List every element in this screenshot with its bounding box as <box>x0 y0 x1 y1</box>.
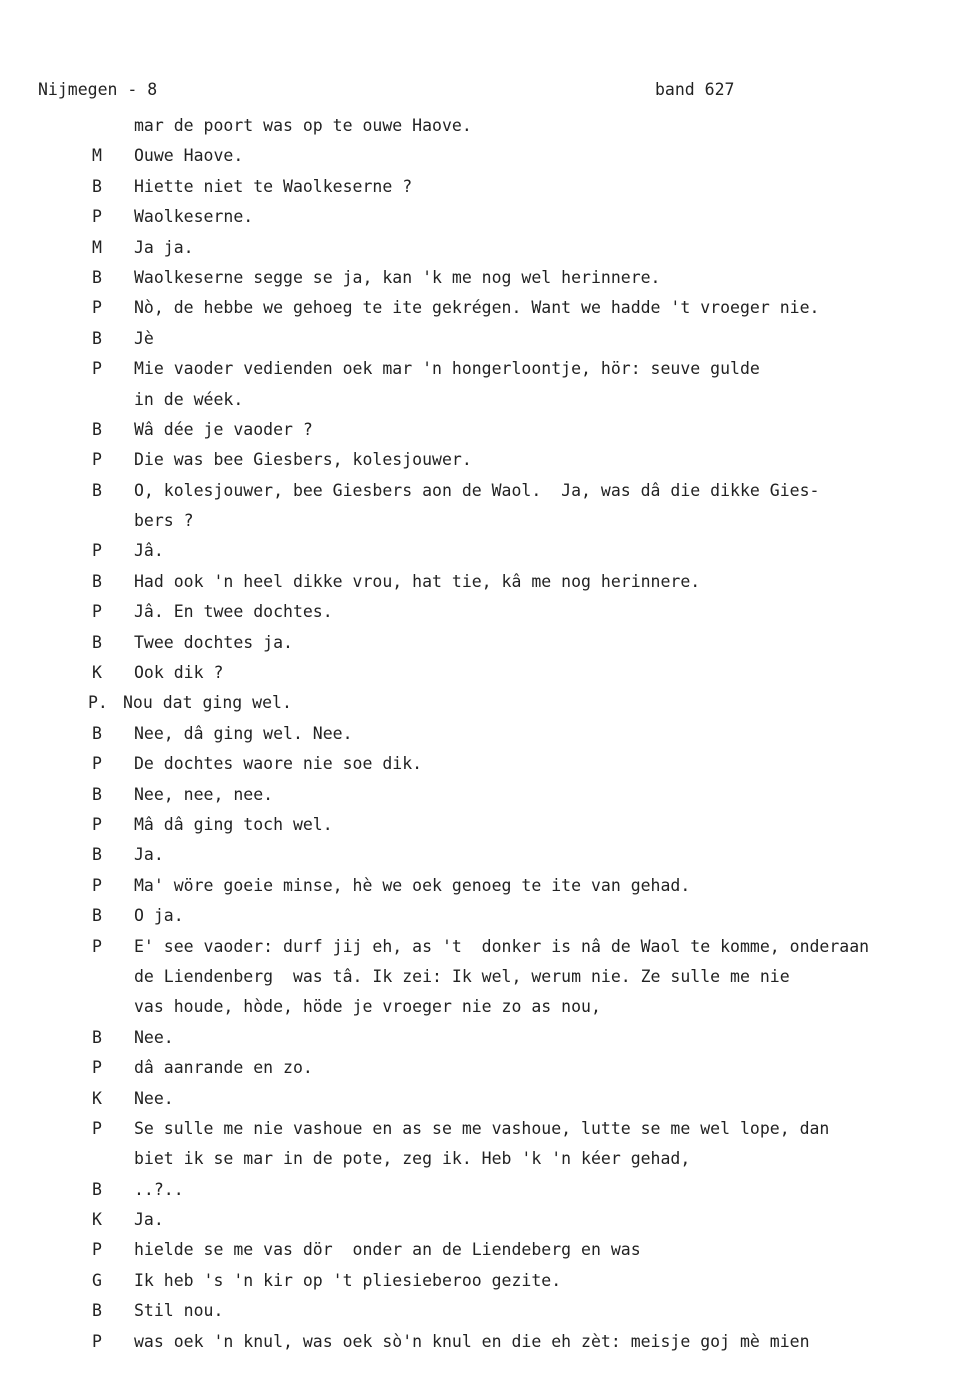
utterance-text: Ja. <box>134 845 164 865</box>
speaker-label: P <box>92 1240 102 1260</box>
speaker-label: B <box>92 1027 102 1047</box>
utterance-text: Nee, dâ ging wel. Nee. <box>134 723 353 743</box>
transcript-line <box>0 780 973 810</box>
transcript-line <box>0 1327 973 1357</box>
speaker-label: B <box>92 1179 102 1199</box>
transcript-line <box>0 1023 973 1053</box>
page-header-tape: band 627 <box>655 80 735 99</box>
transcript-lines <box>0 111 973 1357</box>
transcript-line <box>0 810 973 840</box>
utterance-text: was oek 'n knul, was oek sò'n knul en die eh zèt: meisje goj mè mien <box>134 1331 810 1351</box>
speaker-label: P <box>92 207 102 227</box>
utterance-text: O, kolesjouwer, bee Giesbers aon de Waol. Ja, was dâ die dikke Gies- <box>134 480 820 500</box>
utterance-text: Nee. <box>134 1088 174 1108</box>
speaker-label: B <box>92 906 102 926</box>
transcript-line <box>0 202 973 232</box>
speaker-label: P <box>92 814 102 834</box>
speaker-label: B <box>92 784 102 804</box>
speaker-label: K <box>92 663 102 683</box>
speaker-label: P <box>92 541 102 561</box>
transcript-line <box>0 1235 973 1265</box>
page-header-title: Nijmegen - 8 <box>38 80 158 99</box>
transcript-line <box>0 1266 973 1296</box>
transcript-line <box>0 1205 973 1235</box>
transcript-line <box>0 932 973 962</box>
speaker-label: B <box>92 267 102 287</box>
transcript-line <box>0 111 973 141</box>
utterance-text: Nò, de hebbe we gehoeg te ite gekrégen. Want we hadde 't vroeger nie. <box>134 298 820 318</box>
transcript-line <box>0 840 973 870</box>
utterance-text: Wâ dée je vaoder ? <box>134 419 313 439</box>
speaker-label: M <box>92 146 102 166</box>
transcript-line <box>0 415 973 445</box>
transcript-line <box>0 324 973 354</box>
speaker-label: P <box>92 602 102 622</box>
utterance-text: Twee dochtes ja. <box>134 632 293 652</box>
speaker-label: B <box>92 845 102 865</box>
transcript-line <box>0 962 973 992</box>
transcript-line <box>0 1175 973 1205</box>
utterance-text: Jè <box>134 328 154 348</box>
transcript-line <box>0 476 973 506</box>
speaker-label: B <box>92 419 102 439</box>
speaker-label: P <box>92 1118 102 1138</box>
speaker-label: K <box>92 1210 102 1230</box>
transcript-line <box>0 719 973 749</box>
utterance-text: Waolkeserne segge se ja, kan 'k me nog wel herinnere. <box>134 267 661 287</box>
utterance-text: Jâ. <box>134 541 164 561</box>
utterance-text: ..?.. <box>134 1179 184 1199</box>
speaker-label: B <box>92 328 102 348</box>
utterance-text: Ma' wöre goeie minse, hè we oek genoeg te ite van gehad. <box>134 875 691 895</box>
utterance-text: Mie vaoder vedienden oek mar 'n hongerloontje, hör: seuve gulde <box>134 359 760 379</box>
transcript-line <box>0 536 973 566</box>
utterance-text: mar de poort was op te ouwe Haove. <box>134 116 472 135</box>
utterance-text: Ja ja. <box>134 237 194 257</box>
utterance-text: in de wéek. <box>134 389 244 409</box>
transcript-line <box>0 1084 973 1114</box>
transcript-line <box>0 263 973 293</box>
transcript-line <box>0 749 973 779</box>
speaker-label: P <box>92 936 102 956</box>
utterance-text: Waolkeserne. <box>134 207 254 227</box>
utterance-text: Stil nou. <box>134 1301 224 1321</box>
utterance-text: dâ aanrande en zo. <box>134 1058 313 1078</box>
transcript-line <box>0 385 973 415</box>
speaker-label: K <box>92 1088 102 1108</box>
transcript-line <box>0 293 973 323</box>
utterance-text: biet ik se mar in de pote, zeg ik. Heb 'k 'n kéer gehad, <box>134 1149 691 1169</box>
utterance-text: Nee. <box>134 1027 174 1047</box>
utterance-text: Ouwe Haove. <box>134 146 244 166</box>
speaker-label: P <box>92 1331 102 1351</box>
speaker-label: P <box>92 359 102 379</box>
speaker-label: M <box>92 237 102 257</box>
transcript-line <box>0 141 973 171</box>
utterance-text: Die was bee Giesbers, kolesjouwer. <box>134 450 472 470</box>
speaker-label: P <box>92 298 102 318</box>
transcript-line <box>0 871 973 901</box>
utterance-text: Se sulle me nie vashoue en as se me vashoue, lutte se me wel lope, dan <box>134 1118 830 1138</box>
speaker-label: P <box>92 1058 102 1078</box>
utterance-text: Ook dik ? <box>134 663 224 683</box>
utterance-text: de Liendenberg was tâ. Ik zei: Ik wel, werum nie. Ze sulle me nie <box>134 966 790 986</box>
transcript-line <box>0 992 973 1022</box>
utterance-text: Jâ. En twee dochtes. <box>134 602 333 622</box>
speaker-label: B <box>92 176 102 196</box>
transcript-line <box>0 172 973 202</box>
speaker-label: B <box>92 571 102 591</box>
transcript-line <box>0 688 973 718</box>
utterance-text: E' see vaoder: durf jij eh, as 't donker is nâ de Waol te komme, onderaan <box>134 936 870 956</box>
utterance-text: Ik heb 's 'n kir op 't pliesieberoo gezite. <box>134 1270 562 1290</box>
speaker-label: B <box>92 632 102 652</box>
transcript-line <box>0 1053 973 1083</box>
speaker-label: P <box>92 754 102 774</box>
utterance-text: hielde se me vas dör onder an de Liendeberg en was <box>134 1240 641 1260</box>
utterance-text: Nou dat ging wel. <box>123 693 292 713</box>
transcript-line <box>0 233 973 263</box>
transcript-line <box>0 506 973 536</box>
utterance-text: Nee, nee, nee. <box>134 784 274 804</box>
utterance-text: De dochtes waore nie soe dik. <box>134 754 423 774</box>
speaker-label: P <box>92 450 102 470</box>
speaker-label: B <box>92 1301 102 1321</box>
speaker-label: B <box>92 723 102 743</box>
utterance-text: vas houde, hòde, höde je vroeger nie zo as nou, <box>134 997 601 1017</box>
speaker-label: G <box>92 1270 102 1290</box>
utterance-text: Ja. <box>134 1210 164 1230</box>
utterance-text: Hiette niet te Waolkeserne ? <box>134 176 413 196</box>
transcript-line <box>0 901 973 931</box>
transcript-line <box>0 445 973 475</box>
transcript-line <box>0 1114 973 1144</box>
utterance-text: Had ook 'n heel dikke vrou, hat tie, kâ me nog herinnere. <box>134 571 701 591</box>
utterance-text: O ja. <box>134 906 184 926</box>
utterance-text: Mâ dâ ging toch wel. <box>134 814 333 834</box>
transcript-line <box>0 597 973 627</box>
speaker-label: P. <box>88 693 108 713</box>
transcript-line <box>0 567 973 597</box>
transcript-line <box>0 1296 973 1326</box>
transcript-line <box>0 354 973 384</box>
transcript-line <box>0 628 973 658</box>
transcript-line <box>0 658 973 688</box>
speaker-label: B <box>92 480 102 500</box>
utterance-text: bers ? <box>134 511 194 531</box>
transcript-line <box>0 1144 973 1174</box>
speaker-label: P <box>92 875 102 895</box>
